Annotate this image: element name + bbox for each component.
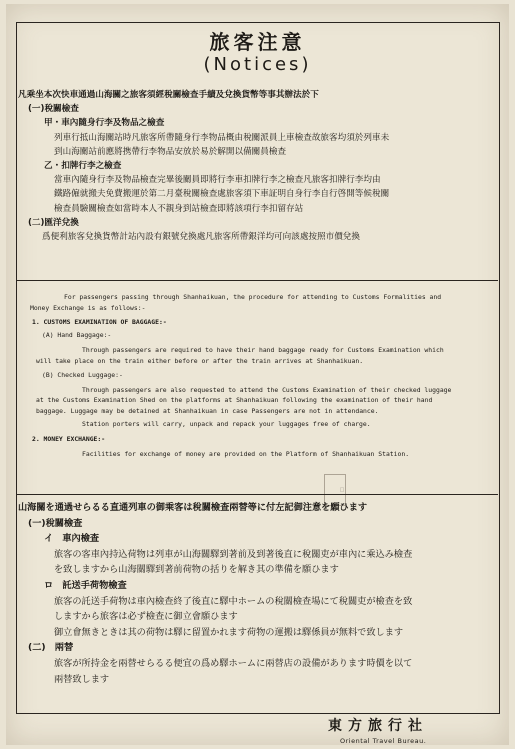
japanese-intro: 山海關を通過せらるる直通列車の御乘客は稅關檢查兩替等に付左記御注意を願ひます xyxy=(18,502,368,513)
publisher-name-chinese: 東方旅行社 xyxy=(328,718,428,734)
english-section2-line: Facilities for exchange of money are provided on the Platform of Shanhaikuan Station. xyxy=(82,449,410,458)
japanese-section1a-heading: イ 車內檢查 xyxy=(44,533,100,545)
japanese-section1a-line: を致しますから山海關驛到著前荷物の括りを解き其の準備を願ひます xyxy=(54,564,339,576)
japanese-section2-line: 兩替致します xyxy=(54,673,110,685)
chinese-section1b-line: 鐵路僱就搬夫免費搬運於第二月臺稅關檢查處旅客須下車証明自身行李自行啓開等候稅關 xyxy=(54,189,390,200)
english-intro: Money Exchange is as follows:- xyxy=(30,303,146,312)
english-section1b-line: at the Customs Examination Shed on the platforms at Shanhaikuan following the examination of their hand xyxy=(36,396,433,405)
chinese-section1b-heading: 乙・扣牌行李之檢查 xyxy=(44,161,122,172)
section-divider xyxy=(16,280,498,281)
english-section1b-heading: (B) Checked Luggage:- xyxy=(42,370,123,379)
title-english: (Notices) xyxy=(203,54,312,75)
english-section1a-heading: (A) Hand Baggage:- xyxy=(42,331,112,340)
ink-stamp: □ xyxy=(324,474,346,506)
english-section2-heading: 2. MONEY EXCHANGE:- xyxy=(32,434,106,443)
chinese-section1b-line: 當車內隨身行李及物品檢查完畢後關員即將行李車扣牌行李之檢查凡旅客扣牌行李均由 xyxy=(54,175,381,186)
chinese-notice xyxy=(6,88,509,244)
chinese-section2-heading: (二)匯洋兌換 xyxy=(28,217,79,228)
japanese-section1b-line: 旅客の託送手荷物は車內檢查終了後直に驛中ホームの稅關檢查場にて稅關吏が檢查を致 xyxy=(54,595,413,607)
chinese-section2-line: 爲便利旅客兌換貨幣計站內設有銀號兌換處凡旅客所帶銀洋均可向該處按照市價兌換 xyxy=(42,232,360,243)
chinese-section1a-line: 到山海關站前應將携帶行李物品安放於易於解開以備關員檢查 xyxy=(54,146,287,157)
japanese-section2-heading: (二) 兩替 xyxy=(28,642,74,654)
japanese-section1b-heading: ロ 託送手荷物檢查 xyxy=(44,579,127,591)
notice-sheet xyxy=(6,4,509,745)
section-divider xyxy=(16,494,498,495)
japanese-section2-line: 旅客が所持金を兩替せらるる便宜の爲め驛ホームに兩替店の設備があります時價を以て xyxy=(54,657,413,669)
japanese-section1b-line: しますから旅客は必ず檢查に御立會願ひます xyxy=(54,611,238,623)
publisher-name-english: Oriental Travel Bureau. xyxy=(340,737,427,745)
japanese-notice xyxy=(6,500,509,687)
english-intro: For passengers passing through Shanhaikuan, the procedure for attending to Customs Formalities and xyxy=(64,293,442,301)
chinese-section1b-line: 檢查員驗關檢查如當時本人不親身到站檢查即將該項行李扣留存站 xyxy=(54,203,304,214)
english-notice xyxy=(6,292,509,459)
english-section1b-line: Station porters will carry, unpack and repack your luggages free of charge. xyxy=(82,419,371,428)
japanese-section1b-line: 御立會無きときは其の荷物は驛に留置かれます荷物の運搬は驛係員が無料で致します xyxy=(54,626,404,638)
japanese-section1a-line: 旅客の客車內持込荷物は列車が山海關驛到著前及到著後直に稅關吏が車內に乘込み檢查 xyxy=(54,548,413,560)
english-section1b-line: baggage. Luggage may be detained at Shanhaikuan in case Passengers are not in attendance. xyxy=(36,407,379,416)
english-section1b-line: Through passengers are also requested to attend the Customs Examination of their checked luggage xyxy=(82,385,452,394)
chinese-section1a-heading: 甲・車內隨身行李及物品之檢查 xyxy=(44,118,165,129)
chinese-section1-heading: (一)稅關檢查 xyxy=(28,104,79,115)
english-section1a-line: will take place on the train either before or after the train arrives at Shanhaikuan. xyxy=(36,356,364,365)
japanese-section1-heading: (一)稅關檢查 xyxy=(28,517,83,529)
title-chinese: 旅客注意 xyxy=(209,30,306,54)
chinese-intro: 凡乘坐本次快車通過山海關之旅客須經稅關檢查手續及兌換貨幣等事其辦法於下 xyxy=(18,90,319,100)
chinese-section1a-line: 列車行抵山海關站時凡旅客所帶隨身行李物品概由稅關派員上車檢查故旅客均須於列車未 xyxy=(54,132,390,143)
english-section1-heading: 1. CUSTOMS EXAMINATION OF BAGGAGE:- xyxy=(32,317,167,326)
english-section1a-line: Through passengers are required to have their hand baggage ready for Customs Examination which xyxy=(82,346,444,355)
